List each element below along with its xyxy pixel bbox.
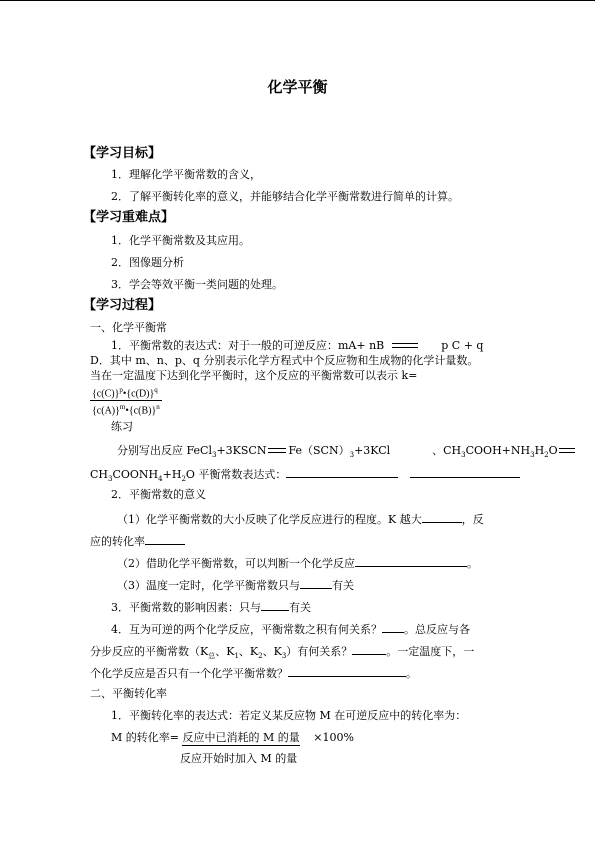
- formula-denominator: $\{c(A)\}^m•\{c(B)\}^n$: [92, 403, 160, 417]
- conversion-numerator: 反应中已消耗的 M 的量: [182, 731, 300, 744]
- s1-p2: 2．平衡常数的意义: [111, 488, 206, 501]
- keypoint-item-3: 3．学会等效平衡一类问题的处理。: [111, 278, 283, 291]
- s2-p1: 1．平衡转化率的表达式：若定义某反应物 M 在可逆反应中的转化率为：: [111, 709, 467, 722]
- keypoint-item-2: 2．图像题分析: [111, 256, 184, 269]
- answer-blank[interactable]: [261, 599, 289, 611]
- conversion-times: ×100%: [313, 731, 354, 744]
- s1-p3: 3．平衡常数的影响因素：只与 有关: [111, 601, 311, 614]
- s1-p2-1: （1）化学平衡常数的大小反映了化学反应进行的程度。K 越大 ，反: [117, 513, 484, 526]
- answer-blank[interactable]: [422, 511, 462, 523]
- s1-p2-2: （2）借助化学平衡常数，可以判断一个化学反应 。: [117, 557, 478, 570]
- answer-blank[interactable]: [352, 643, 386, 655]
- answer-blank[interactable]: [288, 665, 406, 677]
- conversion-lhs: M 的转化率=: [111, 731, 179, 744]
- equilibrium-arrow-icon: [268, 447, 286, 455]
- keypoint-item-1: 1．化学平衡常数及其应用。: [111, 234, 250, 247]
- answer-blank[interactable]: [382, 621, 404, 633]
- section1-heading: 一、化学平衡常: [90, 321, 167, 334]
- s1-p2-1-cont: 应的转化率: [90, 533, 185, 549]
- formula-numerator: $\{c(C)\}^p•\{c(D)\}^q$: [90, 384, 162, 401]
- practice-line2: $CH_3COONH_4+H_2O$ 平衡常数表达式：: [90, 466, 520, 486]
- s1-p1-line3: 当在一定温度下达到化学平衡时，这个反应的平衡常数可以表示 k=: [90, 369, 418, 382]
- goal-item-1: 1．理解化学平衡常数的含义，: [111, 168, 261, 181]
- keypoints-heading: 【学习重难点】: [83, 210, 175, 225]
- equilibrium-constant-formula: [90, 384, 162, 418]
- conversion-formula: [111, 731, 354, 745]
- practice-label: 练习: [111, 420, 133, 433]
- answer-blank[interactable]: [410, 466, 520, 478]
- answer-blank[interactable]: [355, 555, 467, 567]
- top-rule: [0, 0, 595, 1]
- section2-heading: 二、平衡转化率: [90, 687, 167, 700]
- s1-p1-line1: 1．平衡常数的表达式：对于一般的可逆反应：mA+ nB p C + q: [111, 339, 484, 352]
- process-heading: 【学习过程】: [83, 298, 162, 313]
- s1-p4-line2: 分步反应的平衡常数（$K_总$、$K_1$、$K_2$、$K_3$）有何关系？ 。一定温度下，一: [90, 645, 475, 661]
- practice-line1: 分别写出反应 FeCl$_3$+3KSCN $Fe(SCN)_3+3KCl$ 、$CH_3COOH+NH_3H_2O$: [117, 444, 576, 462]
- s1-p2-3: （3）温度一定时，化学平衡常数只与 有关: [117, 579, 354, 592]
- equilibrium-arrow-icon: [392, 342, 418, 350]
- answer-blank[interactable]: [286, 466, 398, 478]
- s1-p1-line2: D．其中 m、n、p、q 分别表示化学方程式中个反应物和生成物的化学计量数。: [90, 354, 479, 367]
- answer-blank[interactable]: [145, 533, 185, 545]
- s1-p4-line3: 个化学反应是否只有一个化学平衡常数？ 。: [90, 667, 417, 680]
- page-title: 化学平衡: [267, 78, 328, 96]
- s1-p4-line1: 4．互为可逆的两个化学反应，平衡常数之积有何关系？ 。总反应与各: [111, 623, 470, 636]
- equilibrium-arrow-icon: [559, 447, 575, 455]
- goals-heading: 【学习目标】: [83, 146, 162, 161]
- conversion-denominator: 反应开始时加入 M 的量: [180, 752, 298, 765]
- goal-item-2: 2．了解平衡转化率的意义，并能够结合化学平衡常数进行简单的计算。: [111, 190, 459, 203]
- answer-blank[interactable]: [300, 577, 332, 589]
